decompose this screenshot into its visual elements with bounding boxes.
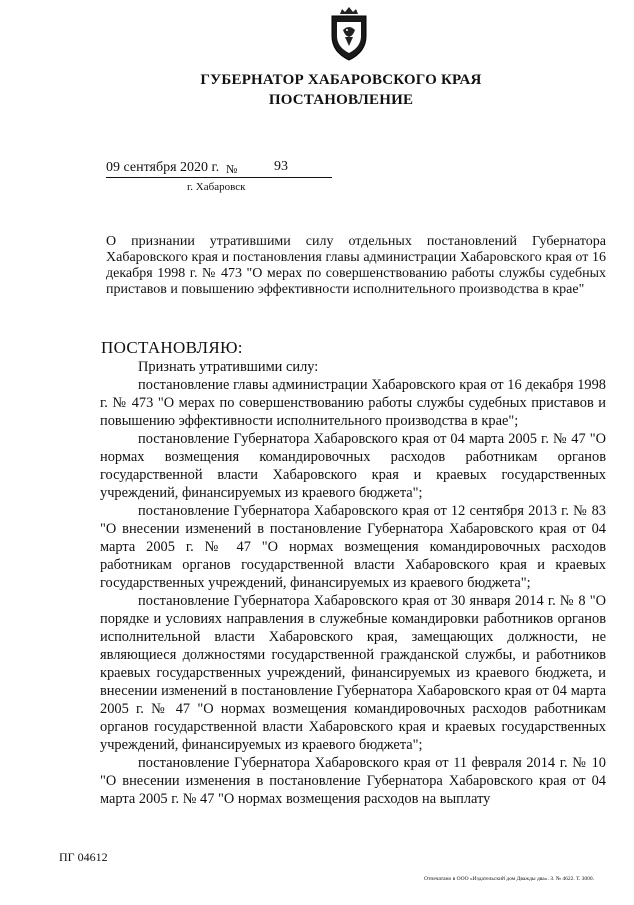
underline-rule (106, 177, 332, 178)
body-paragraph: постановление Губернатора Хабаровского края от 11 февраля 2014 г. № 10 "О внесении изменения в постановление Губернатора Хабаровского края от 04 марта 2005 г. № 47 "О нормах возмещения расходов на выплату (100, 755, 606, 807)
printer-imprint: Отпечатано в ООО «Издательский дом Дважды два». З. № 4622. Т. 3000. (424, 876, 595, 882)
body-paragraph: постановление Губернатора Хабаровского края от 12 сентября 2013 г. № 83 "О внесении изменений в постановление Губернатора Хабаровского края от 04 марта 2005 г. № 47 "О нормах возмещения командировочных расходов работникам органов государственной власти Хабаровского края и краевых государственных учреждений, финансируемых из краевого бюджета"; (100, 503, 606, 591)
city-label: г. Хабаровск (187, 181, 246, 193)
coat-of-arms-icon (326, 6, 372, 62)
decree-word: ПОСТАНОВЛЯЮ: (101, 338, 243, 357)
body-paragraph: постановление главы администрации Хабаровского края от 16 декабря 1998 г. № 473 "О мерах по совершенствованию работы службы судебных приставов и повышению эффективности исполнительного производства в крае"; (100, 377, 606, 429)
document-number: 93 (274, 159, 288, 174)
document-body (100, 358, 606, 808)
document-subject: О признании утратившими силу отдельных постановлений Губернатора Хабаровского края и постановления главы администрации Хабаровского края от 16 декабря 1998 г. № 473 "О мерах по совершенствованию работы службы судебных приставов и повышению эффективности исполнительного производства в крае" (106, 234, 606, 297)
form-code: ПГ 04612 (59, 850, 108, 864)
issuing-authority: ГУБЕРНАТОР ХАБАРОВСКОГО КРАЯ (200, 72, 482, 88)
number-label: № (226, 162, 238, 176)
body-paragraph: постановление Губернатора Хабаровского края от 30 января 2014 г. № 8 "О порядке и условиях направления в служебные командировки работников органов исполнительной власти Хабаровского края, замещающих должности, не являющиеся должностями государственной гражданской службы, и работников краевых государственных учреждений, финансируемых из краевого бюджета, и внесении изменений в постановление Губернатора Хабаровского края от 04 марта 2005 г. № 47 "О нормах возмещения командировочных расходов работникам органов государственной власти Хабаровского края и краевых государственных учреждений, финансируемых из краевого бюджета"; (100, 593, 606, 753)
body-paragraph: постановление Губернатора Хабаровского края от 04 марта 2005 г. № 47 "О нормах возмещения командировочных расходов работникам органов государственной власти Хабаровского края и краевых государственных учреждений, финансируемых из краевого бюджета"; (100, 431, 606, 501)
document-date: 09 сентября 2020 г. (106, 160, 220, 175)
document-type: ПОСТАНОВЛЕНИЕ (268, 92, 414, 108)
body-paragraph: Признать утратившими силу: (138, 359, 319, 375)
date-number-line (106, 160, 336, 180)
